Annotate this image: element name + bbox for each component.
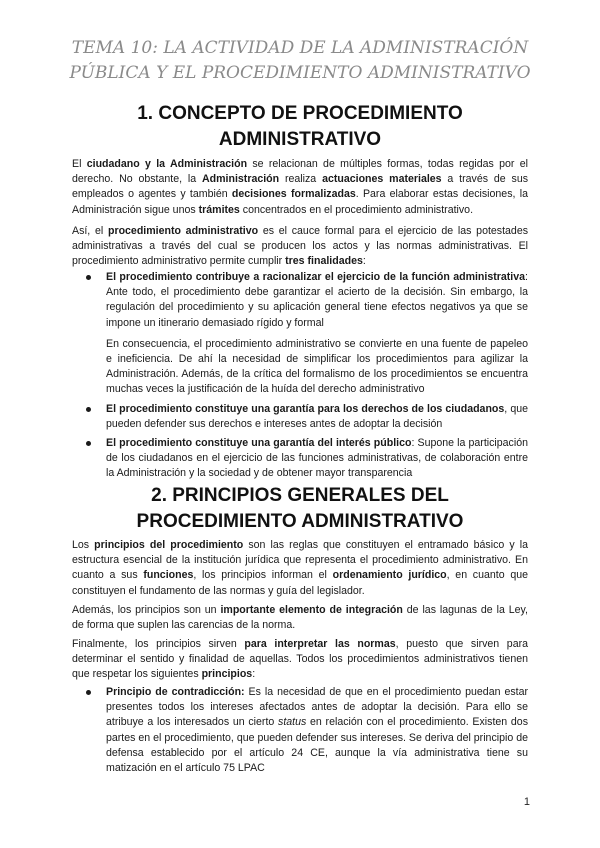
section-1-bullet-list: [72, 270, 528, 486]
document-title: [40, 36, 560, 86]
list-item: Principio de contradicción: Es la necesidad de que en el procedimiento puedan estar presentes todos los intereses afectados antes de adoptar la decisión. Para ello se atribuye a los interesados un cierto status en relación con el procedimiento. Existen dos partes en el procedimiento, que pueden defender sus intereses. Se deriva del principio de defensa establecido por el artículo 24 CE, aunque la vía administrativa tiene su matización en el artículo 75 LPAC: [72, 685, 528, 776]
title-line-1: TEMA 10: LA ACTIVIDAD DE LA ADMINISTRACIÓN: [71, 38, 529, 58]
section-2-paragraph-2: Además, los principios son un importante elemento de integración de las lagunas de la Ley, de forma que suplen las carencias de la norma.: [72, 604, 528, 632]
section-2-bullet-list: [72, 685, 528, 780]
section-2-paragraph-3: Finalmente, los principios sirven para interpretar las normas, puesto que sirven para determinar el sentido y finalidad de aquellas. Todos los procedimientos administrativos tienen que respetar los siguientes principios:: [72, 638, 529, 681]
list-item-subparagraph: En consecuencia, el procedimiento administrativo se convierte en una fuente de papeleo e ineficiencia. De ahí la necesidad de simplificar los procedimientos para agilizar la Administración. Además, de la crítica del formalismo de los procedimientos se encuentra muchas veces la justificación de la huída del derecho administrativo: [106, 337, 528, 396]
section-1-paragraph-2: Así, el procedimiento administrativo es el cauce formal para el ejercicio de las potestades administrativas a través del cual se producen los actos y las normas administrativas. El procedimiento administrativo permite cumplir tres finalidades:: [72, 225, 529, 268]
list-item: El procedimiento constituye una garantía para los derechos de los ciudadanos, que pueden defender sus derechos e intereses antes de adoptar la decisión: [72, 402, 528, 432]
section-2-heading: 2. PRINCIPIOS GENERALES DEL PROCEDIMIENTO ADMINISTRATIVO: [136, 485, 464, 532]
bullet-icon: [86, 407, 91, 412]
list-item: El procedimiento contribuye a racionalizar el ejercicio de la función administrativa: Ante todo, el procedimiento debe garantizar el acierto de la decisión. Sin embargo, la regulación del procedimiento y su aplicación general tiene efectos negativos ya que se impone un itinerario demasiado rígido y formal En consecuencia, el procedimiento administrativo se convierte en una fuente de papeleo e ineficiencia. De ahí la necesidad de simplificar los procedimientos para agilizar la Administración. Además, de la crítica del formalismo de los procedimientos se encuentra muchas veces la justificación de la huída del derecho administrativo: [72, 270, 528, 398]
title-line-2: PÚBLICA Y EL PROCEDIMIENTO ADMINISTRATIVO: [69, 63, 531, 83]
bullet-icon: [86, 441, 91, 446]
bullet-icon: [86, 275, 91, 280]
list-item: El procedimiento constituye una garantía del interés público: Supone la participación de los ciudadanos en el ejercicio de las funciones administrativas, de colaboración entre la Administración y la sociedad y de obtener mayor transparencia: [72, 436, 528, 482]
section-2-paragraph-1: Los principios del procedimiento son las reglas que constituyen el entramado básico y la estructura esencial de la institución jurídica que representa el procedimiento administrativo. En cuanto a sus funciones, los principios informan el ordenamiento jurídico, en cuanto que constituyen el fundamento de las normas y guía del legislador.: [72, 539, 528, 597]
bullet-icon: [86, 690, 91, 695]
section-1-heading: 1. CONCEPTO DE PROCEDIMIENTO ADMINISTRATIVO: [137, 103, 463, 150]
page-number: 1: [523, 796, 530, 808]
section-1-paragraph-1: El ciudadano y la Administración se relacionan de múltiples formas, todas regidas por el derecho. No obstante, la Administración realiza actuaciones materiales a través de sus empleados o agentes y también decisiones formalizadas. Para elaborar estas decisiones, la Administración sigue unos trámites concentrados en el procedimiento administrativo.: [72, 158, 529, 216]
